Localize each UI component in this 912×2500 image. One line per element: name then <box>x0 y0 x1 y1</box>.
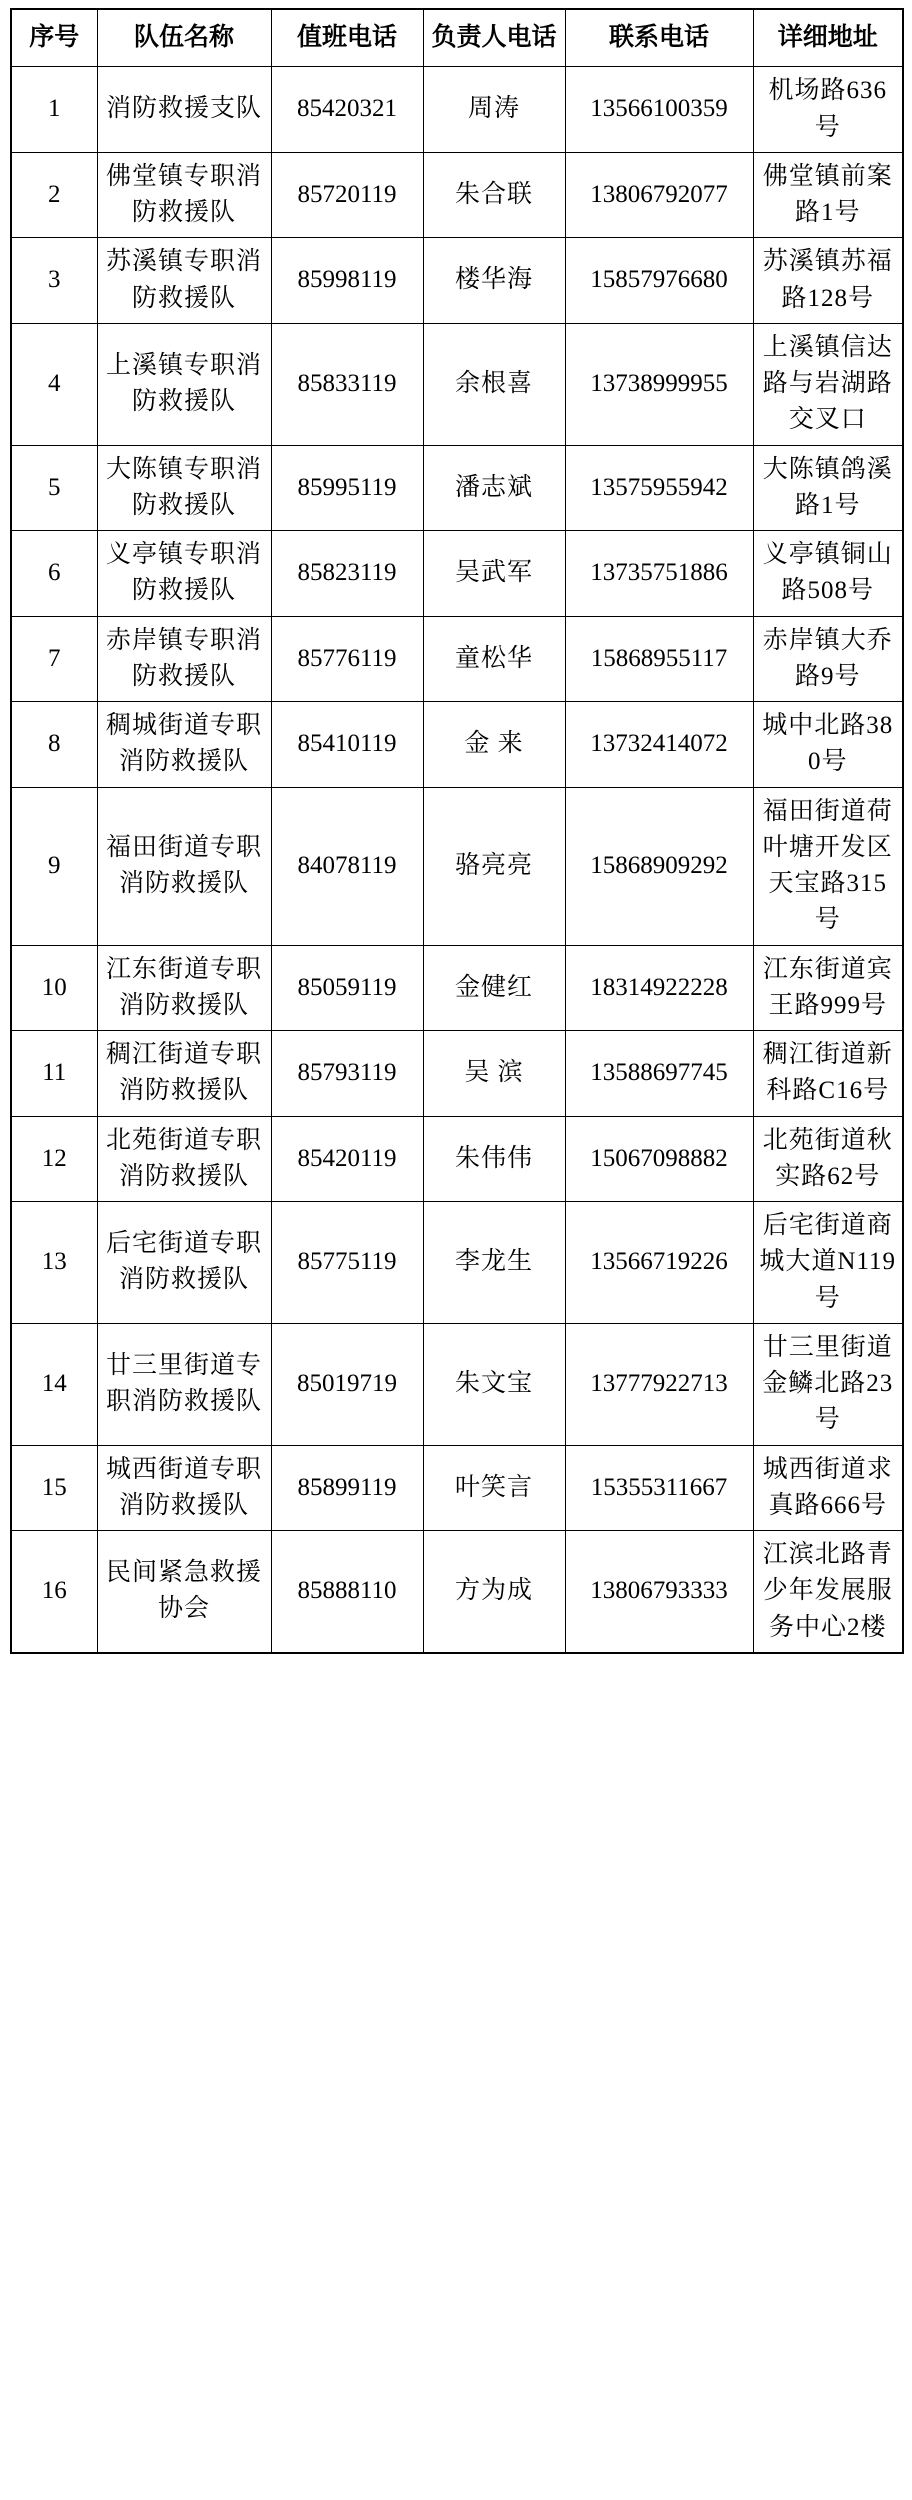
cell-duty-phone: 85793119 <box>271 1031 423 1117</box>
table-row <box>11 1445 903 1531</box>
table-row <box>11 616 903 702</box>
cell-team-name: 民间紧急救援协会 <box>97 1531 271 1653</box>
cell-duty-phone: 85019719 <box>271 1323 423 1445</box>
cell-manager-name: 余根喜 <box>423 323 565 445</box>
cell-address: 福田街道荷叶塘开发区天宝路315号 <box>753 787 903 945</box>
cell-contact-phone: 13575955942 <box>565 445 753 531</box>
cell-address: 稠江街道新科路C16号 <box>753 1031 903 1117</box>
table-row <box>11 1323 903 1445</box>
cell-contact-phone: 13735751886 <box>565 531 753 617</box>
cell-address: 机场路636号 <box>753 67 903 153</box>
cell-address: 上溪镇信达路与岩湖路交叉口 <box>753 323 903 445</box>
cell-index: 16 <box>11 1531 97 1653</box>
table-row <box>11 1202 903 1324</box>
table-row <box>11 445 903 531</box>
table-row <box>11 1031 903 1117</box>
cell-contact-phone: 13566100359 <box>565 67 753 153</box>
table-row <box>11 1116 903 1202</box>
cell-team-name: 消防救援支队 <box>97 67 271 153</box>
cell-team-name: 廿三里街道专职消防救援队 <box>97 1323 271 1445</box>
cell-team-name: 上溪镇专职消防救援队 <box>97 323 271 445</box>
cell-contact-phone: 13566719226 <box>565 1202 753 1324</box>
cell-duty-phone: 85995119 <box>271 445 423 531</box>
cell-index: 14 <box>11 1323 97 1445</box>
cell-manager-name: 楼华海 <box>423 238 565 324</box>
cell-contact-phone: 15067098882 <box>565 1116 753 1202</box>
cell-contact-phone: 13738999955 <box>565 323 753 445</box>
cell-duty-phone: 85059119 <box>271 945 423 1031</box>
cell-manager-name: 李龙生 <box>423 1202 565 1324</box>
table-header <box>11 9 903 67</box>
cell-manager-name: 方为成 <box>423 1531 565 1653</box>
cell-contact-phone: 13806792077 <box>565 152 753 238</box>
cell-address: 义亭镇铜山路508号 <box>753 531 903 617</box>
cell-index: 3 <box>11 238 97 324</box>
cell-duty-phone: 85998119 <box>271 238 423 324</box>
cell-duty-phone: 85899119 <box>271 1445 423 1531</box>
cell-duty-phone: 85775119 <box>271 1202 423 1324</box>
cell-index: 15 <box>11 1445 97 1531</box>
cell-index: 13 <box>11 1202 97 1324</box>
cell-index: 1 <box>11 67 97 153</box>
cell-team-name: 赤岸镇专职消防救援队 <box>97 616 271 702</box>
cell-address: 赤岸镇大乔路9号 <box>753 616 903 702</box>
cell-team-name: 义亭镇专职消防救援队 <box>97 531 271 617</box>
cell-address: 大陈镇鸽溪路1号 <box>753 445 903 531</box>
cell-address: 佛堂镇前案路1号 <box>753 152 903 238</box>
table-row <box>11 945 903 1031</box>
cell-team-name: 江东街道专职消防救援队 <box>97 945 271 1031</box>
cell-duty-phone: 85420321 <box>271 67 423 153</box>
cell-duty-phone: 85410119 <box>271 702 423 788</box>
cell-manager-name: 叶笑言 <box>423 1445 565 1531</box>
cell-manager-name: 吴武军 <box>423 531 565 617</box>
cell-index: 10 <box>11 945 97 1031</box>
cell-duty-phone: 85823119 <box>271 531 423 617</box>
cell-address: 后宅街道商城大道N119号 <box>753 1202 903 1324</box>
cell-manager-name: 骆亮亮 <box>423 787 565 945</box>
cell-duty-phone: 85420119 <box>271 1116 423 1202</box>
cell-manager-name: 潘志斌 <box>423 445 565 531</box>
cell-team-name: 稠城街道专职消防救援队 <box>97 702 271 788</box>
cell-address: 江东街道宾王路999号 <box>753 945 903 1031</box>
column-header-index: 序号 <box>11 9 97 67</box>
cell-index: 11 <box>11 1031 97 1117</box>
cell-contact-phone: 13732414072 <box>565 702 753 788</box>
cell-address: 廿三里街道金鳞北路23号 <box>753 1323 903 1445</box>
table-row <box>11 67 903 153</box>
cell-team-name: 苏溪镇专职消防救援队 <box>97 238 271 324</box>
table-row <box>11 238 903 324</box>
cell-manager-name: 朱伟伟 <box>423 1116 565 1202</box>
cell-index: 4 <box>11 323 97 445</box>
cell-team-name: 稠江街道专职消防救援队 <box>97 1031 271 1117</box>
cell-team-name: 北苑街道专职消防救援队 <box>97 1116 271 1202</box>
cell-contact-phone: 13777922713 <box>565 1323 753 1445</box>
cell-contact-phone: 15355311667 <box>565 1445 753 1531</box>
cell-contact-phone: 15868909292 <box>565 787 753 945</box>
cell-index: 12 <box>11 1116 97 1202</box>
table-row <box>11 531 903 617</box>
cell-contact-phone: 13806793333 <box>565 1531 753 1653</box>
cell-contact-phone: 13588697745 <box>565 1031 753 1117</box>
table-row <box>11 1531 903 1653</box>
cell-address: 城中北路380号 <box>753 702 903 788</box>
cell-manager-name: 朱合联 <box>423 152 565 238</box>
cell-manager-name: 金 来 <box>423 702 565 788</box>
cell-index: 2 <box>11 152 97 238</box>
cell-address: 江滨北路青少年发展服务中心2楼 <box>753 1531 903 1653</box>
table-row <box>11 702 903 788</box>
cell-address: 北苑街道秋实路62号 <box>753 1116 903 1202</box>
cell-index: 9 <box>11 787 97 945</box>
column-header-address: 详细地址 <box>753 9 903 67</box>
cell-team-name: 大陈镇专职消防救援队 <box>97 445 271 531</box>
cell-index: 6 <box>11 531 97 617</box>
cell-manager-name: 周涛 <box>423 67 565 153</box>
table-row <box>11 787 903 945</box>
cell-team-name: 城西街道专职消防救援队 <box>97 1445 271 1531</box>
table-row <box>11 323 903 445</box>
cell-index: 5 <box>11 445 97 531</box>
cell-contact-phone: 18314922228 <box>565 945 753 1031</box>
cell-contact-phone: 15857976680 <box>565 238 753 324</box>
cell-duty-phone: 84078119 <box>271 787 423 945</box>
column-header-duty-phone: 值班电话 <box>271 9 423 67</box>
column-header-team-name: 队伍名称 <box>97 9 271 67</box>
table-body <box>11 67 903 1653</box>
cell-team-name: 后宅街道专职消防救援队 <box>97 1202 271 1324</box>
cell-manager-name: 吴 滨 <box>423 1031 565 1117</box>
cell-manager-name: 童松华 <box>423 616 565 702</box>
cell-duty-phone: 85776119 <box>271 616 423 702</box>
table-header-row <box>11 9 903 67</box>
cell-manager-name: 朱文宝 <box>423 1323 565 1445</box>
cell-address: 城西街道求真路666号 <box>753 1445 903 1531</box>
cell-contact-phone: 15868955117 <box>565 616 753 702</box>
cell-duty-phone: 85888110 <box>271 1531 423 1653</box>
table-row <box>11 152 903 238</box>
cell-duty-phone: 85720119 <box>271 152 423 238</box>
cell-address: 苏溪镇苏福路128号 <box>753 238 903 324</box>
fire-rescue-contact-table <box>10 8 904 1654</box>
cell-duty-phone: 85833119 <box>271 323 423 445</box>
cell-team-name: 佛堂镇专职消防救援队 <box>97 152 271 238</box>
cell-team-name: 福田街道专职消防救援队 <box>97 787 271 945</box>
cell-index: 7 <box>11 616 97 702</box>
column-header-manager-phone: 负责人电话 <box>423 9 565 67</box>
cell-manager-name: 金健红 <box>423 945 565 1031</box>
cell-index: 8 <box>11 702 97 788</box>
column-header-contact-phone: 联系电话 <box>565 9 753 67</box>
